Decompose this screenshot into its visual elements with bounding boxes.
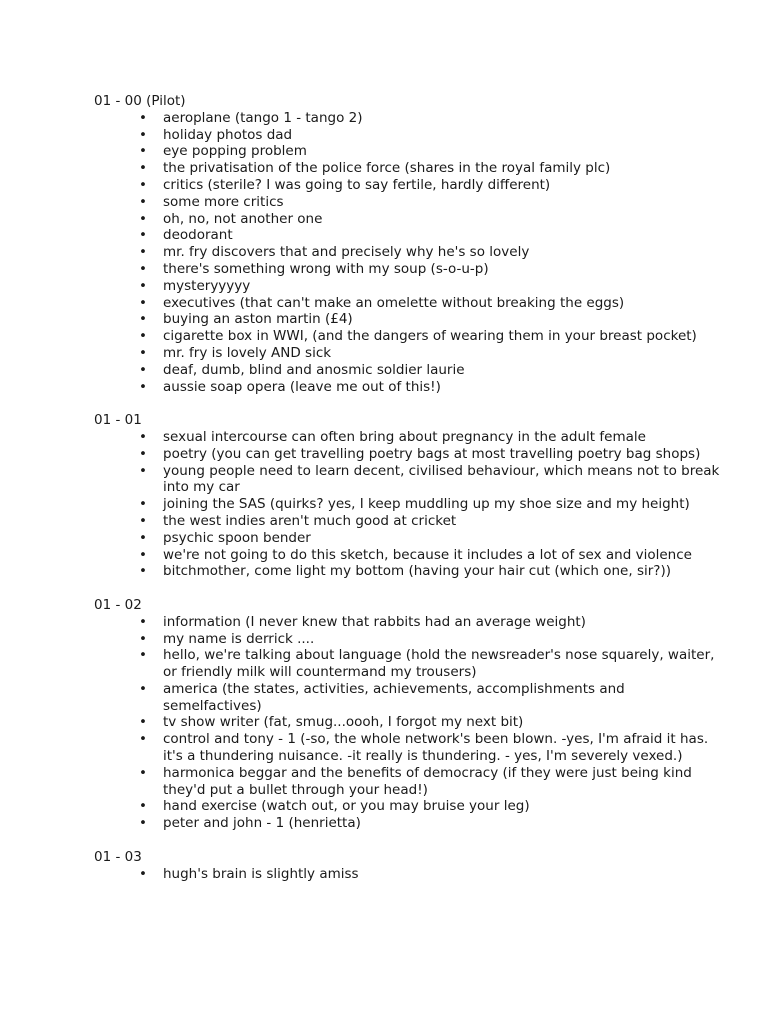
episode-section	[94, 849, 708, 883]
sketch-list-item	[94, 866, 723, 883]
sketch-title: the west indies aren't much good at cricket	[163, 512, 457, 529]
sketch-list-item	[94, 815, 723, 832]
bullet-icon: •	[139, 512, 147, 529]
sketch-title: eye popping problem	[163, 143, 307, 160]
sketch-list-item	[94, 261, 723, 278]
sketch-title: we're not going to do this sketch, because it includes a lot of sex and violence	[163, 546, 692, 563]
sketch-title: critics (sterile? I was going to say fertile, hardly different)	[163, 176, 551, 193]
sketch-title: information (I never knew that rabbits had an average weight)	[163, 613, 586, 630]
bullet-icon: •	[139, 764, 147, 781]
sketch-title: harmonica beggar and the benefits of democracy (if they were just being kind they'd put a bullet through your head!)	[163, 764, 692, 798]
episode-heading: 01 - 02	[94, 596, 142, 613]
bullet-icon: •	[139, 227, 147, 244]
sketch-title: mr. fry is lovely AND sick	[163, 344, 332, 361]
sketch-title: buying an aston martin (£4)	[163, 311, 353, 328]
sketch-list-item	[94, 647, 723, 681]
sketch-title: cigarette box in WWI, (and the dangers of wearing them in your breast pocket)	[163, 328, 697, 345]
bullet-icon: •	[139, 328, 147, 345]
bullet-icon: •	[139, 815, 147, 832]
sketch-title: holiday photos dad	[163, 126, 293, 143]
episode-heading: 01 - 03	[94, 848, 142, 865]
sketch-title: joining the SAS (quirks? yes, I keep muddling up my shoe size and my height)	[163, 496, 690, 513]
bullet-icon: •	[139, 546, 147, 563]
sketch-list-item	[94, 547, 723, 564]
bullet-icon: •	[139, 496, 147, 513]
sketch-list-item	[94, 227, 723, 244]
sketch-list-item	[94, 530, 723, 547]
sketch-list-item	[94, 244, 723, 261]
sketch-list-item	[94, 513, 723, 530]
sketch-title: deodorant	[163, 227, 233, 244]
sketch-title: aussie soap opera (leave me out of this!)	[163, 378, 441, 395]
bullet-icon: •	[139, 260, 147, 277]
sketch-title: hugh's brain is slightly amiss	[163, 865, 359, 882]
bullet-icon: •	[139, 210, 147, 227]
sketch-title: peter and john - 1 (henrietta)	[163, 815, 361, 832]
sketch-list-item	[94, 731, 723, 765]
sketch-list-item	[94, 177, 723, 194]
sketch-title: bitchmother, come light my bottom (having your hair cut (which one, sir?))	[163, 563, 671, 580]
bullet-icon: •	[139, 160, 147, 177]
sketch-list-item	[94, 160, 723, 177]
bullet-icon: •	[139, 428, 147, 445]
bullet-icon: •	[139, 143, 147, 160]
sketch-list-item	[94, 194, 723, 211]
episode-heading: 01 - 00 (Pilot)	[94, 93, 186, 109]
bullet-icon: •	[139, 378, 147, 395]
sketch-list-item	[94, 765, 723, 799]
sketch-list-item	[94, 295, 723, 312]
sketch-list-item	[94, 311, 723, 328]
sketch-list-item	[94, 631, 723, 648]
episode-section	[94, 412, 720, 580]
sketch-title: some more critics	[163, 193, 284, 210]
bullet-icon: •	[139, 294, 147, 311]
sketch-title: young people need to learn decent, civilised behaviour, which means not to break into my car	[163, 462, 720, 496]
bullet-icon: •	[139, 277, 147, 294]
bullet-icon: •	[139, 344, 147, 361]
sketch-title: mr. fry discovers that and precisely why he's so lovely	[163, 244, 530, 261]
bullet-icon: •	[139, 126, 147, 143]
sketch-list-item	[94, 798, 723, 815]
sketch-list-item	[94, 110, 723, 127]
sketch-title: hello, we're talking about language (hold the newsreader's nose squarely, waiter, or friendly milk will countermand my trousers)	[163, 647, 715, 681]
sketch-title: hand exercise (watch out, or you may bruise your leg)	[163, 798, 530, 815]
sketch-list-item	[94, 463, 723, 497]
sketch-list	[94, 110, 708, 396]
sketch-title: poetry (you can get travelling poetry bags at most travelling poetry bag shops)	[163, 445, 701, 462]
sketch-title: control and tony - 1 (-so, the whole network's been blown. -yes, I'm afraid it has. it's a thundering nuisance. -it really is thundering. - yes, I'm severely vexed.)	[163, 731, 709, 765]
bullet-icon: •	[139, 529, 147, 546]
bullet-icon: •	[139, 798, 147, 815]
bullet-icon: •	[139, 647, 147, 664]
bullet-icon: •	[139, 613, 147, 630]
sketch-list	[94, 613, 715, 832]
sketch-list-item	[94, 345, 723, 362]
bullet-icon: •	[139, 311, 147, 328]
sketch-title: there's something wrong with my soup (s-o-u-p)	[163, 260, 489, 277]
bullet-icon: •	[139, 193, 147, 210]
sketch-list-item	[94, 429, 723, 446]
sketch-title: the privatisation of the police force (shares in the royal family plc)	[163, 160, 611, 177]
sketch-title: aeroplane (tango 1 - tango 2)	[163, 109, 363, 126]
sketch-title: tv show writer (fat, smug...oooh, I forgot my next bit)	[163, 714, 524, 731]
sketch-list-item	[94, 563, 723, 580]
sketch-list-item	[94, 328, 723, 345]
sketch-list-item	[94, 379, 723, 396]
bullet-icon: •	[139, 731, 147, 748]
sketch-title: oh, no, not another one	[163, 210, 323, 227]
episode-heading: 01 - 01	[94, 412, 142, 429]
bullet-icon: •	[139, 865, 147, 882]
sketch-list-item	[94, 681, 723, 715]
sketch-list-item	[94, 496, 723, 513]
episode-section	[94, 596, 715, 832]
sketch-list-item	[94, 127, 723, 144]
sketch-list-item	[94, 211, 723, 228]
bullet-icon: •	[139, 714, 147, 731]
sketch-title: deaf, dumb, blind and anosmic soldier laurie	[163, 361, 465, 378]
bullet-icon: •	[139, 361, 147, 378]
sketch-list-item	[94, 278, 723, 295]
bullet-icon: •	[139, 630, 147, 647]
bullet-icon: •	[139, 462, 147, 479]
bullet-icon: •	[139, 445, 147, 462]
sketch-list-item	[94, 143, 723, 160]
sketch-title: my name is derrick ....	[163, 630, 315, 647]
episode-section	[94, 93, 708, 395]
sketch-title: sexual intercourse can often bring about pregnancy in the adult female	[163, 428, 646, 445]
sketch-list-item	[94, 714, 723, 731]
sketch-title: executives (that can't make an omelette without breaking the eggs)	[163, 294, 625, 311]
sketch-list	[94, 866, 708, 883]
sketch-list	[94, 428, 720, 580]
sketch-list-item	[94, 614, 723, 631]
sketch-list-item	[94, 446, 723, 463]
bullet-icon: •	[139, 244, 147, 261]
bullet-icon: •	[139, 176, 147, 193]
bullet-icon: •	[139, 680, 147, 697]
sketch-list-item	[94, 362, 723, 379]
bullet-icon: •	[139, 563, 147, 580]
sketch-title: mysteryyyyy	[163, 277, 251, 294]
bullet-icon: •	[139, 109, 147, 126]
sketch-title: psychic spoon bender	[163, 529, 311, 546]
sketch-title: america (the states, activities, achievements, accomplishments and semelfactives)	[163, 680, 625, 714]
